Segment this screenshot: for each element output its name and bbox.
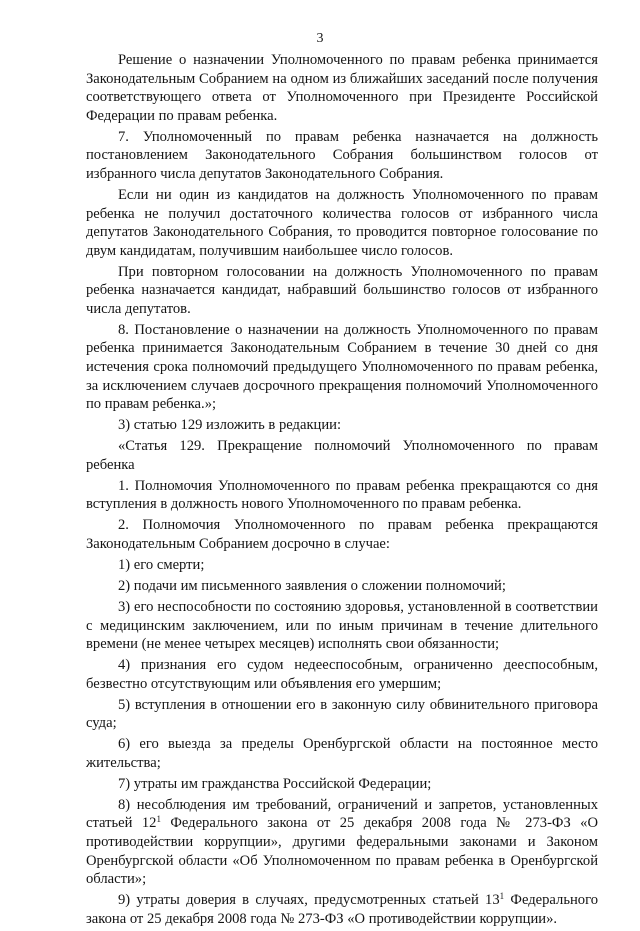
- list-item-8-text-end: Федерального закона от 25 декабря 2008 года № 273-ФЗ «О противодействии коррупции», другими федеральными законами и Законом Оренбургской области «Об Уполномоченном по правам ребенка в Оренбургской области»;: [86, 815, 598, 888]
- list-item-8: [86, 796, 598, 889]
- list-item-1: 1) его смерти;: [118, 556, 205, 573]
- list-item-5: 5) вступления в отношении его в законную силу обвинительного приговора суда;: [86, 696, 598, 732]
- list-item-8-text-start: 8) несоблюдения им требований, ограничений и запретов, установленных статьей 12: [86, 796, 598, 832]
- paragraph-amendment-3: 3) статью 129 изложить в редакции:: [118, 417, 342, 434]
- page-number: 3: [316, 31, 324, 46]
- list-item-8-superscript: 1: [156, 814, 161, 825]
- paragraph-clause-7: 7. Уполномоченный по правам ребенка назначается на должность постановлением Законодательного Собрания большинством голосов от избранного числа депутатов Законодательного Собрания.: [86, 128, 598, 182]
- list-item-9-superscript: 1: [499, 891, 505, 902]
- list-item-4: 4) признания его судом недееспособным, ограниченно дееспособным, безвестно отсутствующим или объявления его умершим;: [86, 657, 598, 692]
- list-item-6: 6) его выезда за пределы Оренбургской области на постоянное место жительства;: [86, 736, 598, 771]
- article-129-heading: «Статья 129. Прекращение полномочий Уполномоченного по правам ребенка: [86, 438, 598, 473]
- document-body: [86, 51, 598, 931]
- list-item-9-text-start: 9) утраты доверия в случаях, предусмотренных статьей 13: [118, 892, 500, 909]
- paragraph-decision-procedure: Решение о назначении Уполномоченного по правам ребенка принимается Законодательным Собранием на одном из ближайших заседаний после получения соответствующего ответа от Уполномоченного при Президенте Российской Федерации по правам ребенка.: [86, 52, 598, 124]
- list-item-7: 7) утраты им гражданства Российской Федерации;: [118, 775, 432, 792]
- list-item-9: [86, 891, 598, 928]
- list-item-2: 2) подачи им письменного заявления о сложении полномочий;: [118, 577, 506, 594]
- list-item-9-text-end: Федерального закона от 25 декабря 2008 года № 273-ФЗ «О противодействии коррупции».: [86, 892, 598, 927]
- article-129-part-2: 2. Полномочия Уполномоченного по правам ребенка прекращаются Законодательным Собранием досрочно в случае:: [86, 517, 598, 552]
- paragraph-repeat-vote-result: При повторном голосовании на должность Уполномоченного по правам ребенка назначается кандидат, набравший большинство голосов от избранного числа депутатов.: [86, 263, 598, 317]
- list-item-3: 3) его неспособности по состоянию здоровья, установленной в соответствии с медицинским заключением, или по иным причинам в течение длительного времени (не менее четырех месяцев) исполнять свои обязанности;: [86, 598, 598, 653]
- paragraph-clause-8: 8. Постановление о назначении на должность Уполномоченного по правам ребенка принимается Законодательным Собранием в течение 30 дней со дня истечения срока полномочий предыдущего Уполномоченного по правам ребенка, за исключением случаев досрочного прекращения полномочий Уполномоченного по правам ребенка.»;: [86, 321, 598, 413]
- article-129-part-1: 1. Полномочия Уполномоченного по правам ребенка прекращаются со дня вступления в должность нового Уполномоченного по правам ребенка.: [86, 477, 598, 513]
- paragraph-repeat-vote: Если ни один из кандидатов на должность Уполномоченного по правам ребенка не получил достаточного количества голосов от избранного числа депутатов Законодательного Собрания, то проводится повторное голосование по двум кандидатам, получившим наибольшее число голосов.: [86, 186, 598, 259]
